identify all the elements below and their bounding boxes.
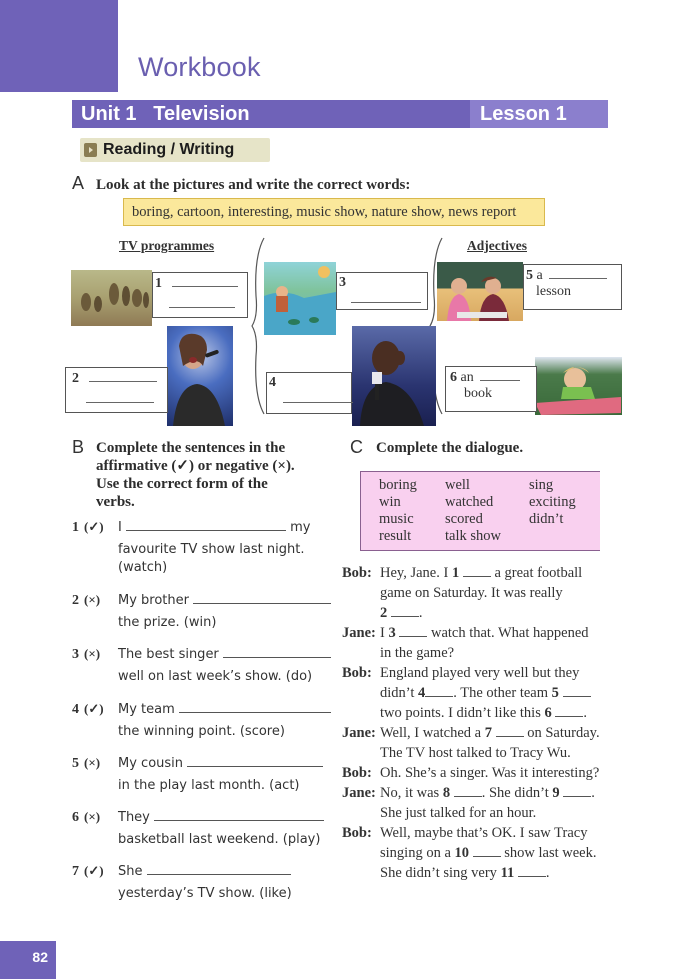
text: Well, I watched a bbox=[380, 725, 485, 741]
sentence-continuation: in the play last month. (act) bbox=[118, 778, 300, 793]
answer-box-2[interactable] bbox=[65, 367, 168, 413]
gap-blank[interactable] bbox=[555, 703, 583, 717]
item-number: 2 bbox=[72, 593, 79, 608]
blank-line[interactable] bbox=[283, 391, 353, 403]
item-number: 5 bbox=[526, 268, 533, 283]
exercise-b-item-4 bbox=[72, 698, 331, 743]
lions-illustration bbox=[71, 270, 152, 326]
exercise-b-item-3 bbox=[72, 643, 331, 688]
gap-blank[interactable] bbox=[391, 603, 419, 617]
verb-hint: (watch) bbox=[118, 560, 168, 575]
gap-number: 9 bbox=[552, 785, 560, 801]
sentence-start: The best singer bbox=[118, 647, 219, 662]
text: in the game? bbox=[380, 645, 455, 661]
word-bank-item: boring bbox=[379, 477, 417, 493]
gap-number: 4 bbox=[418, 685, 426, 701]
item-number: 4 bbox=[269, 375, 276, 390]
dialogue-turn-jane bbox=[342, 623, 632, 663]
item-prefix: a bbox=[536, 268, 543, 283]
word-bank-item: didn’t bbox=[529, 511, 564, 527]
exercise-b-item-5 bbox=[72, 752, 323, 797]
picture-nature-show bbox=[71, 270, 152, 326]
section-c-letter: C bbox=[350, 437, 363, 457]
gap-number: 8 bbox=[442, 785, 451, 801]
speaker-label: Bob: bbox=[342, 825, 372, 841]
sentence-continuation: well on last week’s show. (do) bbox=[118, 669, 313, 684]
negative-mark: (×) bbox=[84, 646, 101, 661]
sentence-tail: my bbox=[290, 520, 311, 535]
answer-blank[interactable] bbox=[154, 807, 324, 821]
gap-number: 10 bbox=[454, 845, 470, 861]
dialogue-turn-jane bbox=[342, 723, 632, 763]
unit-banner bbox=[72, 100, 608, 128]
section-b-letter: B bbox=[72, 437, 85, 457]
text: a great football bbox=[490, 565, 583, 581]
exercise-b-item-1 bbox=[72, 516, 310, 579]
gap-number: 6 bbox=[544, 705, 552, 721]
dialogue bbox=[342, 563, 632, 883]
sentence-start: My team bbox=[118, 702, 175, 717]
singer-illustration bbox=[167, 326, 233, 426]
dialogue-turn-bob bbox=[342, 823, 632, 883]
skill-tag bbox=[80, 138, 270, 162]
picture-boring-lesson bbox=[437, 262, 523, 321]
gap-blank[interactable] bbox=[518, 863, 546, 877]
text: . bbox=[545, 865, 550, 881]
gap-blank[interactable] bbox=[454, 783, 482, 797]
gap-number: 2 bbox=[380, 605, 388, 621]
instruction-line: verbs. bbox=[96, 494, 135, 510]
gap-number: 3 bbox=[388, 625, 396, 641]
text: I bbox=[380, 625, 389, 641]
item-number: 1 bbox=[72, 520, 79, 535]
answer-box-5[interactable] bbox=[523, 264, 622, 310]
text: She just talked for an hour. bbox=[380, 805, 537, 821]
instruction-line: affirmative (✓) or negative (×). bbox=[96, 458, 295, 474]
word-bank-item: well bbox=[445, 477, 470, 493]
speaker-label: Bob: bbox=[342, 665, 372, 681]
text: watch that. What happened bbox=[427, 625, 589, 641]
section-c-word-bank bbox=[360, 471, 600, 551]
blank-line[interactable] bbox=[86, 391, 154, 403]
blank-line[interactable] bbox=[480, 369, 520, 381]
speaker-label: Jane: bbox=[342, 725, 376, 741]
section-c-instruction: Complete the dialogue. bbox=[376, 440, 524, 456]
dialogue-turn-bob bbox=[342, 663, 632, 723]
item-number: 2 bbox=[72, 371, 79, 386]
picture-cartoon bbox=[264, 262, 336, 335]
skill-label: Reading / Writing bbox=[103, 141, 235, 158]
column-heading-tv-programmes: TV programmes bbox=[119, 238, 215, 253]
utterance bbox=[380, 783, 632, 823]
text: show last week. bbox=[500, 845, 597, 861]
gap-blank[interactable] bbox=[563, 683, 591, 697]
exercise-b-item-2 bbox=[72, 589, 331, 634]
gap-number: 7 bbox=[484, 725, 492, 741]
word-bank-item: talk show bbox=[445, 528, 501, 544]
text: Hey, Jane. I bbox=[380, 565, 452, 581]
speaker-label: Bob: bbox=[342, 765, 372, 781]
instruction-line: Use the correct form of the bbox=[96, 476, 268, 492]
word-bank-item: watched bbox=[445, 494, 494, 510]
exercise-b-item-6 bbox=[72, 806, 324, 851]
picture-news-report bbox=[352, 326, 436, 426]
sentence-continuation: basketball last weekend. (play) bbox=[118, 832, 321, 847]
answer-blank[interactable] bbox=[179, 699, 331, 713]
utterance bbox=[380, 623, 632, 663]
utterance bbox=[380, 563, 632, 623]
girl-reading-illustration bbox=[535, 357, 622, 415]
utterance: Oh. She’s a singer. Was it interesting? bbox=[380, 765, 600, 781]
blank-line[interactable] bbox=[549, 267, 607, 279]
word-bank-item: scored bbox=[445, 511, 483, 527]
word-bank-item: sing bbox=[529, 477, 554, 493]
sentence-continuation: the prize. (win) bbox=[118, 615, 217, 630]
item-number: 5 bbox=[72, 756, 79, 771]
sentence-continuation: favourite TV show last night. bbox=[118, 542, 305, 557]
text: didn’t bbox=[380, 685, 418, 701]
dialogue-turn-jane bbox=[342, 783, 632, 823]
text: . bbox=[583, 705, 587, 721]
picture-interesting-book bbox=[535, 357, 622, 415]
section-a-word-bank: boring, cartoon, interesting, music show, nature show, news report bbox=[123, 198, 545, 226]
utterance bbox=[380, 663, 632, 723]
play-icon bbox=[84, 143, 97, 157]
corner-color-block bbox=[0, 0, 118, 92]
sentence-continuation: yesterday’s TV show. (like) bbox=[118, 886, 292, 901]
sentence-start: My brother bbox=[118, 593, 189, 608]
item-number: 4 bbox=[72, 702, 79, 717]
reporter-illustration bbox=[352, 326, 436, 426]
text: singing on a bbox=[380, 845, 455, 861]
item-number: 3 bbox=[72, 647, 79, 662]
sentence-continuation: the winning point. (score) bbox=[118, 724, 285, 739]
item-number: 7 bbox=[72, 864, 79, 879]
word-bank-item: exciting bbox=[529, 494, 576, 510]
answer-blank[interactable] bbox=[193, 590, 331, 604]
answer-box-1[interactable] bbox=[152, 272, 248, 318]
gap-blank[interactable] bbox=[463, 563, 491, 577]
word-bank-item: win bbox=[379, 494, 401, 510]
affirmative-mark: (✓) bbox=[84, 863, 104, 878]
speaker-label: Bob: bbox=[342, 565, 372, 581]
page-number-block bbox=[0, 941, 56, 979]
unit-title: Unit 1 Television bbox=[81, 103, 250, 125]
item-number: 6 bbox=[72, 810, 79, 825]
sentence-start: My cousin bbox=[118, 756, 184, 771]
dialogue-turn-bob bbox=[342, 763, 632, 783]
dialogue-turn-bob bbox=[342, 563, 632, 623]
utterance bbox=[380, 823, 632, 883]
text: The TV host talked to Tracy Wu. bbox=[380, 745, 571, 761]
students-illustration bbox=[437, 262, 523, 321]
text: game on Saturday. It was really bbox=[380, 585, 563, 601]
gap-number: 1 bbox=[451, 565, 460, 581]
answer-blank[interactable] bbox=[126, 517, 286, 531]
instruction-line: Complete the sentences in the bbox=[96, 440, 286, 456]
picture-music-show bbox=[167, 326, 233, 426]
section-b-instruction bbox=[96, 439, 336, 511]
item-prefix: an bbox=[460, 370, 474, 385]
blank-line[interactable] bbox=[89, 370, 157, 382]
gap-blank[interactable] bbox=[399, 623, 427, 637]
answer-box-3[interactable] bbox=[336, 272, 428, 310]
answer-box-4[interactable] bbox=[266, 372, 352, 414]
speaker-label: Jane: bbox=[342, 785, 376, 801]
text: No, it was bbox=[380, 785, 443, 801]
sentence-start: They bbox=[118, 810, 150, 825]
item-number: 1 bbox=[155, 276, 162, 291]
gap-blank[interactable] bbox=[425, 683, 453, 697]
sentence-start: She bbox=[118, 864, 143, 879]
lesson-title: Lesson 1 bbox=[470, 100, 608, 128]
speaker-label: Jane: bbox=[342, 625, 376, 641]
item-number: 3 bbox=[339, 275, 346, 290]
item-suffix: book bbox=[464, 386, 492, 401]
sentence-start: I bbox=[118, 520, 122, 535]
affirmative-mark: (✓) bbox=[84, 519, 104, 534]
answer-blank[interactable] bbox=[187, 753, 323, 767]
answer-blank[interactable] bbox=[223, 644, 331, 658]
section-a-letter: A bbox=[72, 173, 85, 193]
item-suffix: lesson bbox=[536, 284, 571, 299]
text: . The other team bbox=[453, 685, 552, 701]
negative-mark: (×) bbox=[84, 755, 101, 770]
word-bank-item: result bbox=[379, 528, 412, 544]
item-number: 6 bbox=[450, 370, 457, 385]
section-a-instruction: Look at the pictures and write the correct words: bbox=[96, 177, 411, 193]
negative-mark: (×) bbox=[84, 809, 101, 824]
text: She didn’t sing very bbox=[380, 865, 501, 881]
utterance bbox=[380, 723, 632, 763]
text: . She didn’t bbox=[481, 785, 553, 801]
gap-blank[interactable] bbox=[473, 843, 501, 857]
word-bank-item: music bbox=[379, 511, 414, 527]
blank-line[interactable] bbox=[172, 275, 238, 287]
answer-box-6[interactable] bbox=[445, 366, 537, 412]
gap-blank[interactable] bbox=[496, 723, 524, 737]
cartoon-illustration bbox=[264, 262, 336, 335]
negative-mark: (×) bbox=[84, 592, 101, 607]
page-number: 82 bbox=[32, 949, 48, 965]
text: Well, maybe that’s OK. I saw Tracy bbox=[380, 825, 588, 841]
affirmative-mark: (✓) bbox=[84, 701, 104, 716]
text: on Saturday. bbox=[523, 725, 600, 741]
gap-number: 5 bbox=[551, 685, 559, 701]
text: . bbox=[591, 785, 595, 801]
text: two points. I didn’t like this bbox=[380, 705, 545, 721]
text: England played very well but they bbox=[380, 665, 580, 681]
answer-blank[interactable] bbox=[147, 861, 291, 875]
blank-line[interactable] bbox=[351, 291, 421, 303]
exercise-b-item-7 bbox=[72, 860, 292, 905]
workbook-title: Workbook bbox=[138, 52, 261, 82]
gap-blank[interactable] bbox=[563, 783, 591, 797]
gap-number: 11 bbox=[500, 865, 515, 881]
column-heading-adjectives: Adjectives bbox=[467, 238, 527, 253]
text: . bbox=[418, 605, 423, 621]
blank-line[interactable] bbox=[169, 296, 235, 308]
